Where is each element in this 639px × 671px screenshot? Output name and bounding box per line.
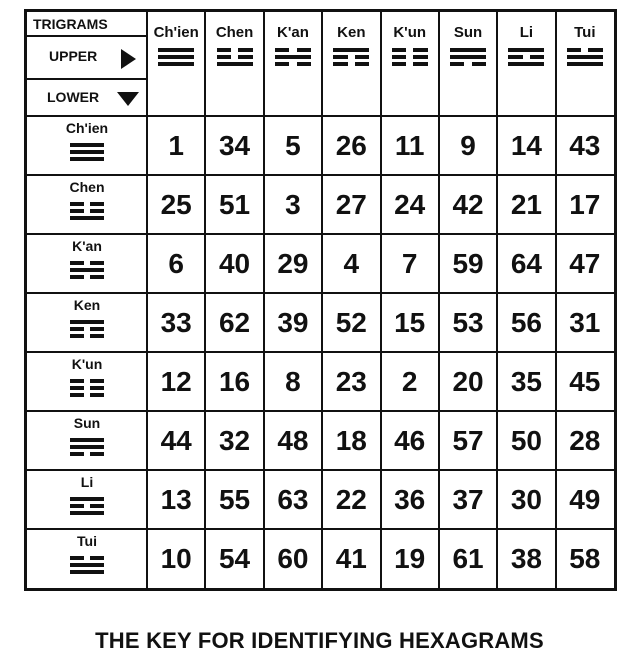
hexagram-number-cell: 56 xyxy=(510,306,543,338)
hexagram-number-cell: 23 xyxy=(335,365,367,397)
line-segment xyxy=(70,452,84,456)
trigram-icon xyxy=(70,143,104,161)
hexagram-number-cell: 55 xyxy=(218,483,251,515)
hexagram-number-cell: 29 xyxy=(277,247,309,279)
hexagram-number-cell: 34 xyxy=(218,129,251,161)
hexagram-number-cell: 4 xyxy=(343,247,360,279)
hexagram-number-cell: 28 xyxy=(569,424,601,456)
hexagram-number-cell: 43 xyxy=(569,129,601,161)
line-segment xyxy=(355,62,369,66)
upper-trigram-header xyxy=(381,24,439,84)
hexagram-number-cell: 17 xyxy=(569,188,601,220)
hexagram-number-cell: 38 xyxy=(510,542,543,574)
upper-trigram-header xyxy=(205,24,263,84)
hexagram-number-cell: 20 xyxy=(452,365,484,397)
trigram-name: K'an xyxy=(276,24,309,41)
hexagram-number-cell: 15 xyxy=(394,306,426,338)
solid-line xyxy=(70,216,104,220)
trigram-name: Ken xyxy=(73,297,101,313)
hexagram-number-cell: 61 xyxy=(452,542,484,574)
broken-line xyxy=(392,48,428,52)
line-segment xyxy=(238,55,252,59)
line-segment xyxy=(297,48,311,52)
line-segment xyxy=(70,209,84,213)
hexagram-number-cell: 37 xyxy=(452,483,484,515)
trigram-name: Sun xyxy=(73,415,101,431)
hexagram-number-cell: 41 xyxy=(335,542,367,574)
trigram-icon xyxy=(275,48,311,66)
trigram-name: Li xyxy=(80,474,94,490)
trigram-name: K'an xyxy=(72,238,102,254)
line-segment xyxy=(70,445,104,449)
line-segment xyxy=(158,55,194,59)
line-segment xyxy=(90,556,104,560)
hexagram-number-cell: 30 xyxy=(510,483,543,515)
line-segment xyxy=(450,55,486,59)
hexagram-number-cell: 36 xyxy=(394,483,426,515)
broken-line xyxy=(70,452,104,456)
broken-line xyxy=(70,275,104,279)
broken-line xyxy=(70,393,104,397)
line-segment xyxy=(70,386,84,390)
line-segment xyxy=(217,62,253,66)
broken-line xyxy=(275,62,311,66)
solid-line xyxy=(158,48,194,52)
hexagram-number-cell: 52 xyxy=(335,306,367,338)
hexagram-number-cell: 60 xyxy=(277,542,309,574)
hexagram-number-cell: 6 xyxy=(168,247,184,279)
solid-line xyxy=(70,320,104,324)
line-segment xyxy=(70,379,84,383)
hexagram-number-cell: 62 xyxy=(218,306,251,338)
upper-trigram-header xyxy=(322,24,380,84)
solid-line xyxy=(508,62,544,66)
line-segment xyxy=(567,55,603,59)
line-segment xyxy=(90,334,104,338)
broken-line xyxy=(70,261,104,265)
trigram-icon xyxy=(70,556,104,574)
hexagram-number-cell: 40 xyxy=(218,247,251,279)
hexagram-number-cell: 1 xyxy=(168,129,184,161)
page-caption: THE KEY FOR IDENTIFYING HEXAGRAMS xyxy=(95,628,544,653)
broken-line xyxy=(70,386,104,390)
hexagram-number-cell: 5 xyxy=(285,129,301,161)
hexagram-number-cell: 21 xyxy=(510,188,543,220)
line-segment xyxy=(70,393,84,397)
hexagram-number-cell: 51 xyxy=(218,188,251,220)
hexagram-number-cell: 7 xyxy=(401,247,418,279)
broken-line xyxy=(70,327,104,331)
hexagram-number-cell: 59 xyxy=(452,247,484,279)
line-segment xyxy=(588,48,602,52)
broken-line xyxy=(217,55,253,59)
hexagram-number-cell: 8 xyxy=(285,365,301,397)
line-segment xyxy=(90,452,104,456)
hexagram-number-cell: 16 xyxy=(218,365,251,397)
line-segment xyxy=(70,556,84,560)
line-segment xyxy=(70,334,84,338)
hexagram-number-cell: 19 xyxy=(394,542,426,574)
trigram-icon xyxy=(70,202,104,220)
solid-line xyxy=(70,268,104,272)
broken-line xyxy=(333,62,369,66)
line-segment xyxy=(413,55,427,59)
line-segment xyxy=(70,511,104,515)
line-segment xyxy=(90,386,104,390)
hexagram-number-cell: 14 xyxy=(510,129,543,161)
line-segment xyxy=(90,202,104,206)
line-segment xyxy=(275,55,311,59)
broken-line xyxy=(70,209,104,213)
line-segment xyxy=(70,216,104,220)
trigram-name: Ch'ien xyxy=(153,24,199,41)
line-segment xyxy=(275,62,289,66)
trigram-icon xyxy=(70,379,104,397)
trigram-icon xyxy=(392,48,428,66)
corner-divider-top xyxy=(27,35,147,37)
line-segment xyxy=(567,62,603,66)
line-segment xyxy=(70,261,84,265)
broken-line xyxy=(70,504,104,508)
hexagram-key-table xyxy=(24,9,617,591)
hexagram-number-cell: 9 xyxy=(460,129,476,161)
lower-trigram-header xyxy=(27,411,147,470)
line-segment xyxy=(567,48,581,52)
line-segment xyxy=(333,62,347,66)
upper-trigram-header xyxy=(147,24,205,84)
broken-line xyxy=(70,202,104,206)
hexagram-number-cell: 54 xyxy=(218,542,251,574)
solid-line xyxy=(333,48,369,52)
line-segment xyxy=(158,48,194,52)
upper-trigram-header xyxy=(497,24,555,84)
solid-line xyxy=(567,55,603,59)
line-segment xyxy=(70,438,104,442)
line-segment xyxy=(70,268,104,272)
hexagram-number-cell: 58 xyxy=(569,542,601,574)
trigram-name: Ken xyxy=(337,24,366,41)
hexagram-number-cell: 32 xyxy=(218,424,251,456)
hexagram-number-cell: 63 xyxy=(277,483,309,515)
trigram-name: Chen xyxy=(215,24,254,41)
broken-line xyxy=(392,62,428,66)
line-segment xyxy=(238,48,252,52)
line-segment xyxy=(90,393,104,397)
line-segment xyxy=(70,143,104,147)
line-segment xyxy=(70,497,104,501)
hexagram-number-cell: 24 xyxy=(394,188,426,220)
line-segment xyxy=(275,48,289,52)
solid-line xyxy=(158,62,194,66)
hexagram-number-cell: 33 xyxy=(160,306,192,338)
broken-line xyxy=(70,556,104,560)
hexagram-number-cell: 27 xyxy=(335,188,367,220)
hexagram-number-cell: 12 xyxy=(160,365,192,397)
hexagram-number-cell: 2 xyxy=(401,365,418,397)
trigram-icon xyxy=(450,48,486,66)
line-segment xyxy=(90,275,104,279)
solid-line xyxy=(70,563,104,567)
line-segment xyxy=(508,55,522,59)
solid-line xyxy=(70,157,104,161)
line-segment xyxy=(70,202,84,206)
line-segment xyxy=(508,62,544,66)
hexagram-number-cell: 39 xyxy=(277,306,309,338)
line-segment xyxy=(70,320,104,324)
lower-trigram-header xyxy=(27,175,147,234)
lower-trigram-header xyxy=(27,293,147,352)
solid-line xyxy=(217,62,253,66)
line-segment xyxy=(158,62,194,66)
lower-trigram-header xyxy=(27,116,147,175)
trigram-name: Chen xyxy=(69,179,105,195)
upper-trigram-header xyxy=(264,24,322,84)
line-segment xyxy=(217,48,231,52)
solid-line xyxy=(567,62,603,66)
solid-line xyxy=(70,497,104,501)
arrow-down-icon xyxy=(117,92,139,106)
broken-line xyxy=(392,55,428,59)
line-segment xyxy=(90,209,104,213)
hexagram-number-cell: 42 xyxy=(452,188,484,220)
solid-line xyxy=(275,55,311,59)
hexagram-number-cell: 47 xyxy=(569,247,601,279)
trigram-name: Tui xyxy=(574,24,596,41)
lower-trigram-header xyxy=(27,352,147,411)
corner-divider xyxy=(27,78,147,80)
upper-label: UPPER xyxy=(49,48,98,64)
hexagram-number-cell: 50 xyxy=(510,424,543,456)
line-segment xyxy=(508,48,544,52)
hexagram-number-cell: 64 xyxy=(510,247,543,279)
line-segment xyxy=(70,563,104,567)
line-segment xyxy=(450,48,486,52)
hexagram-number-cell: 35 xyxy=(510,365,543,397)
trigram-icon xyxy=(508,48,544,66)
broken-line xyxy=(508,55,544,59)
broken-line xyxy=(70,334,104,338)
line-segment xyxy=(70,504,84,508)
hexagram-number-cell: 57 xyxy=(452,424,484,456)
broken-line xyxy=(450,62,486,66)
upper-trigram-header xyxy=(556,24,614,84)
hexagram-number-cell: 22 xyxy=(335,483,367,515)
solid-line xyxy=(508,48,544,52)
broken-line xyxy=(275,48,311,52)
line-segment xyxy=(70,150,104,154)
hexagram-number-cell: 26 xyxy=(335,129,367,161)
trigram-icon xyxy=(70,261,104,279)
line-segment xyxy=(413,62,427,66)
trigram-icon xyxy=(567,48,603,66)
lower-trigram-header xyxy=(27,529,147,588)
line-segment xyxy=(472,62,486,66)
line-segment xyxy=(333,55,347,59)
trigrams-label: TRIGRAMS xyxy=(33,16,108,32)
trigram-icon xyxy=(333,48,369,66)
line-segment xyxy=(333,48,369,52)
solid-line xyxy=(450,48,486,52)
hexagram-number-cell: 48 xyxy=(277,424,309,456)
trigram-name: Tui xyxy=(77,533,97,549)
line-segment xyxy=(90,379,104,383)
line-segment xyxy=(413,48,427,52)
line-segment xyxy=(70,157,104,161)
trigram-icon xyxy=(158,48,194,66)
hexagram-number-cell: 45 xyxy=(569,365,601,397)
broken-line xyxy=(333,55,369,59)
line-segment xyxy=(90,504,104,508)
solid-line xyxy=(70,438,104,442)
line-segment xyxy=(392,48,406,52)
hexagram-number-cell: 46 xyxy=(394,424,426,456)
line-segment xyxy=(70,327,84,331)
line-segment xyxy=(355,55,369,59)
line-segment xyxy=(217,55,231,59)
line-segment xyxy=(392,62,406,66)
trigram-name: K'un xyxy=(71,356,103,372)
line-segment xyxy=(530,55,544,59)
hexagram-number-cell: 44 xyxy=(160,424,192,456)
trigram-icon xyxy=(217,48,253,66)
hexagram-number-cell: 3 xyxy=(285,188,301,220)
solid-line xyxy=(70,445,104,449)
line-segment xyxy=(450,62,464,66)
solid-line xyxy=(70,150,104,154)
line-segment xyxy=(70,570,104,574)
lower-trigram-header xyxy=(27,470,147,529)
broken-line xyxy=(567,48,603,52)
hexagram-number-cell: 25 xyxy=(160,188,192,220)
hexagram-number-cell: 18 xyxy=(335,424,367,456)
arrow-right-icon xyxy=(121,49,136,69)
solid-line xyxy=(158,55,194,59)
solid-line xyxy=(70,570,104,574)
line-segment xyxy=(297,62,311,66)
solid-line xyxy=(450,55,486,59)
trigram-icon xyxy=(70,438,104,456)
solid-line xyxy=(70,143,104,147)
line-segment xyxy=(90,327,104,331)
trigram-name: Sun xyxy=(453,24,483,41)
hexagram-number-cell: 49 xyxy=(569,483,601,515)
line-segment xyxy=(90,261,104,265)
broken-line xyxy=(70,379,104,383)
hexagram-number-cell: 53 xyxy=(452,306,484,338)
trigram-name: K'un xyxy=(393,24,427,41)
line-segment xyxy=(70,275,84,279)
trigram-name: Ch'ien xyxy=(65,120,109,136)
hexagram-number-cell: 13 xyxy=(160,483,192,515)
broken-line xyxy=(217,48,253,52)
solid-line xyxy=(70,511,104,515)
line-segment xyxy=(392,55,406,59)
lower-trigram-header xyxy=(27,234,147,293)
hexagram-number-cell: 31 xyxy=(569,306,601,338)
hexagram-number-cell: 11 xyxy=(394,129,425,161)
trigram-icon xyxy=(70,320,104,338)
trigram-icon xyxy=(70,497,104,515)
lower-label: LOWER xyxy=(47,89,100,105)
hexagram-number-cell: 10 xyxy=(160,542,192,574)
trigram-name: Li xyxy=(519,24,534,41)
upper-trigram-header xyxy=(439,24,497,84)
